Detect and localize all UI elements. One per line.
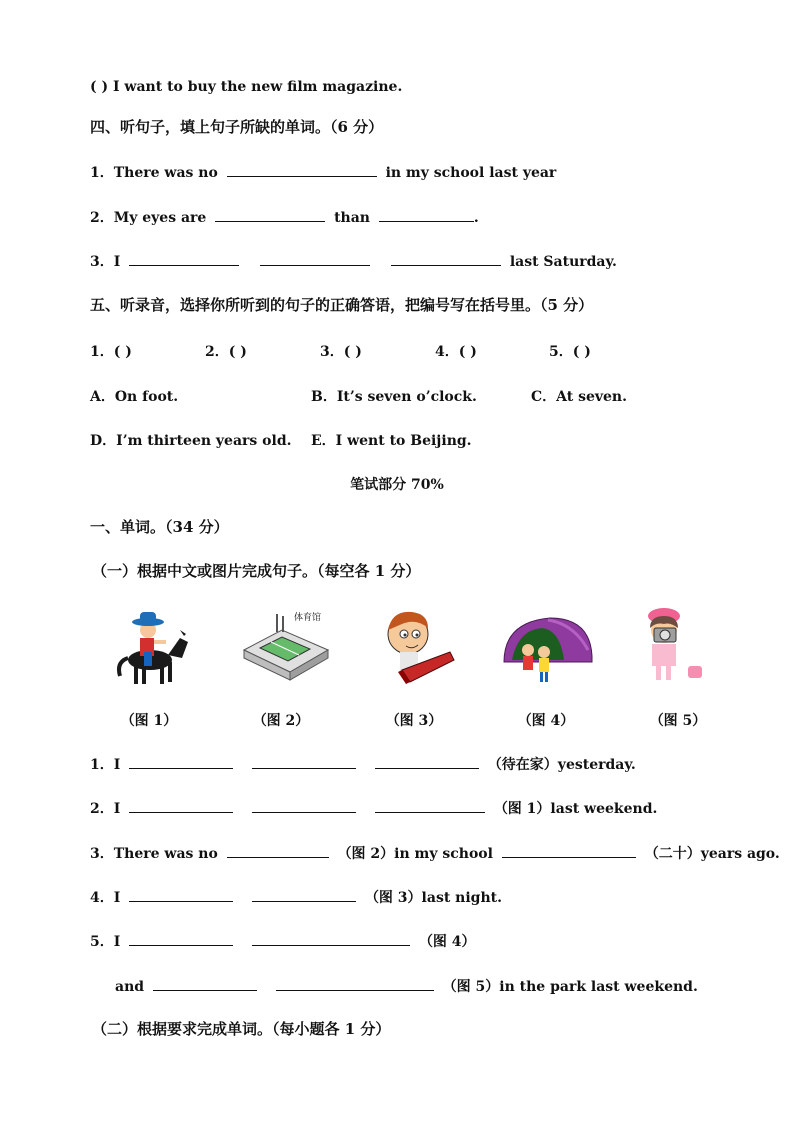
question-text: （图 2）in my school: [337, 846, 493, 862]
answer-blank[interactable]: [379, 208, 474, 222]
option-d: D．I’m thirteen years old.: [90, 433, 292, 449]
answer-blank[interactable]: [227, 844, 329, 858]
question-line: [90, 932, 476, 951]
question-number: 4．: [90, 890, 114, 906]
answer-blank[interactable]: [260, 252, 370, 266]
answer-blank[interactable]: [129, 252, 239, 266]
answer-blank[interactable]: [129, 755, 233, 769]
question-number: 3．: [90, 254, 114, 270]
question-text: I: [113, 934, 121, 950]
subsection-heading: （一）根据中文或图片完成句子。（每空各 1 分）: [92, 562, 421, 580]
subsection-heading: （二）根据要求完成单词。（每小题各 1 分）: [92, 1020, 391, 1038]
question-text: I: [113, 254, 121, 270]
question-text: in my school last year: [385, 165, 557, 181]
section-heading: 四、听句子，填上句子所缺的单词。（6 分）: [90, 118, 384, 136]
question-text: （图 5）in the park last weekend.: [442, 979, 698, 995]
question-text: and: [115, 979, 145, 995]
question-text: （图 3）last night.: [364, 890, 502, 906]
picture-caption: （图 5）: [649, 713, 707, 729]
option-b: B．It’s seven o’clock.: [311, 389, 477, 405]
answer-blank[interactable]: [276, 977, 434, 991]
question-text: There was no: [113, 165, 218, 181]
question-text: than: [334, 210, 370, 226]
answer-blank[interactable]: [215, 208, 325, 222]
answer-slot[interactable]: 1．( ): [90, 344, 132, 360]
question-text: （图 1）last weekend.: [493, 801, 658, 817]
section-heading: 一、单词。（34 分）: [90, 518, 229, 536]
question-number: 2．: [90, 210, 114, 226]
answer-paren: ( ): [90, 79, 109, 95]
question-line: [90, 208, 479, 227]
question-line: [90, 888, 502, 907]
answer-slot[interactable]: 4．( ): [435, 344, 477, 360]
kids-in-tent-picture: [498, 600, 588, 690]
question-text: I: [113, 801, 121, 817]
gymnasium-picture: [236, 600, 326, 690]
answer-blank[interactable]: [129, 799, 233, 813]
picture-caption: （图 4）: [517, 713, 575, 729]
question-line: [115, 977, 698, 996]
part-title: 笔试部分 70%: [350, 477, 444, 493]
question-text: I: [113, 890, 121, 906]
gym-label: 体育馆: [294, 613, 322, 623]
cowboy-on-horse-picture: [108, 600, 198, 690]
answer-blank[interactable]: [129, 888, 233, 902]
question-text: I: [113, 757, 121, 773]
question-text: （二十）years ago.: [644, 846, 780, 862]
answer-blank[interactable]: [252, 932, 410, 946]
option-e: E．I went to Beijing.: [311, 433, 472, 449]
question-number: 5．: [90, 934, 114, 950]
answer-blank[interactable]: [375, 755, 479, 769]
question-text: （待在家）yesterday.: [487, 757, 636, 773]
answer-blank[interactable]: [153, 977, 257, 991]
answer-slot[interactable]: 2．( ): [205, 344, 247, 360]
answer-blank[interactable]: [252, 888, 356, 902]
question-text: last Saturday.: [509, 254, 617, 270]
answer-blank[interactable]: [375, 799, 485, 813]
option-c: C．At seven.: [531, 389, 627, 405]
question-line: [90, 844, 780, 863]
question-text: There was no: [113, 846, 218, 862]
answer-blank[interactable]: [227, 163, 377, 177]
section-heading: 五、听录音，选择你所听到的句子的正确答语，把编号写在括号里。（5 分）: [90, 296, 594, 314]
boy-reading-book-picture: [372, 600, 462, 690]
question-number: 1．: [90, 757, 114, 773]
answer-slot[interactable]: 5．( ): [549, 344, 591, 360]
answer-blank[interactable]: [129, 932, 233, 946]
question-number: 2．: [90, 801, 114, 817]
girl-with-camera-picture: [640, 600, 730, 690]
question-line: [90, 163, 556, 182]
question-line: [90, 252, 617, 271]
answer-slot[interactable]: 3．( ): [320, 344, 362, 360]
question-line: [90, 755, 636, 774]
picture-caption: （图 2）: [252, 713, 310, 729]
answer-blank[interactable]: [502, 844, 636, 858]
question-text: （图 4）: [418, 934, 476, 950]
question-number: 1．: [90, 165, 114, 181]
option-a: A．On foot.: [90, 389, 179, 405]
answer-blank[interactable]: [252, 799, 356, 813]
question-text: I want to buy the new film magazine.: [113, 79, 403, 95]
question-line: [90, 799, 657, 818]
picture-caption: （图 3）: [385, 713, 443, 729]
question-text: .: [473, 210, 479, 226]
question-text: My eyes are: [113, 210, 207, 226]
answer-blank[interactable]: [391, 252, 501, 266]
picture-caption: （图 1）: [120, 713, 178, 729]
question-line: [90, 78, 402, 96]
answer-blank[interactable]: [252, 755, 356, 769]
question-number: 3．: [90, 846, 114, 862]
